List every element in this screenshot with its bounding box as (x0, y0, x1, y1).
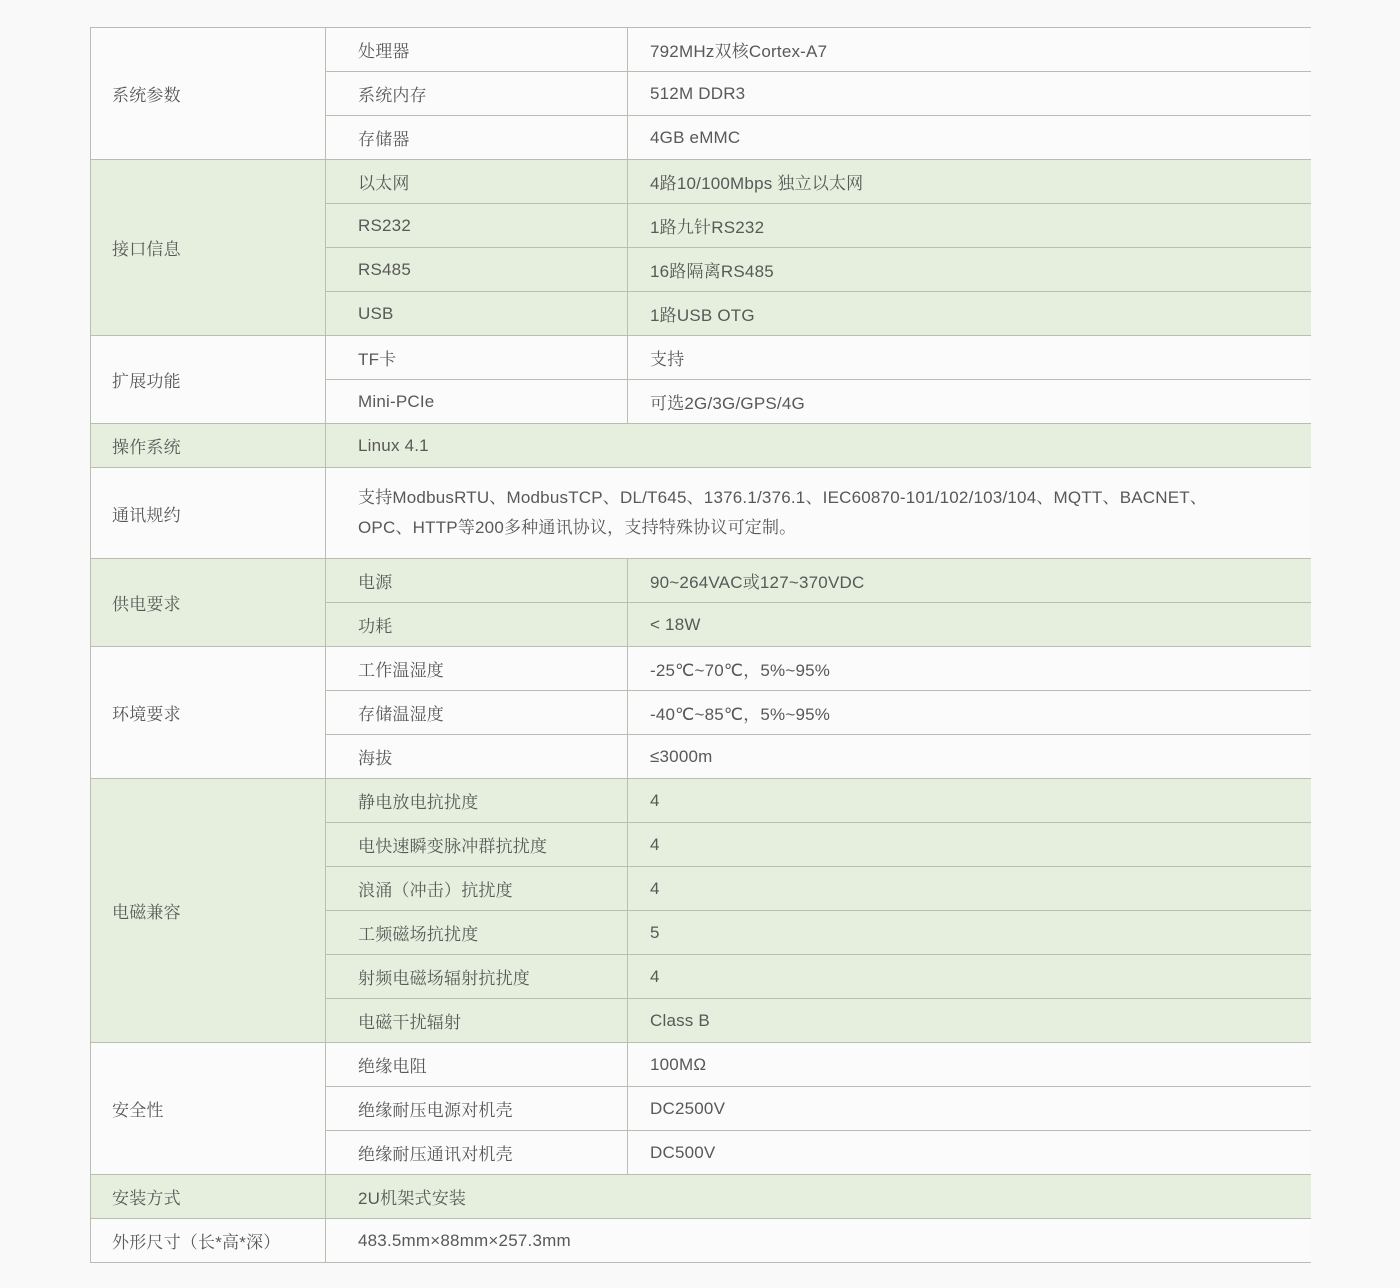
value-cell: 512M DDR3 (628, 72, 1311, 116)
param-cell: USB (326, 292, 628, 336)
value-cell: 4 (628, 823, 1311, 867)
table-row (91, 1219, 1311, 1263)
table-row (91, 336, 1311, 380)
param-cell: 处理器 (326, 28, 628, 72)
merged-value-cell: 2U机架式安装 (326, 1175, 1311, 1219)
value-cell: 1路九针RS232 (628, 204, 1311, 248)
param-cell: 电源 (326, 559, 628, 603)
param-cell: 系统内存 (326, 72, 628, 116)
category-cell: 安全性 (91, 1043, 326, 1175)
category-cell: 接口信息 (91, 160, 326, 336)
table-row (91, 559, 1311, 603)
category-cell: 安装方式 (91, 1175, 326, 1219)
param-cell: 绝缘耐压电源对机壳 (326, 1087, 628, 1131)
param-cell: 电磁干扰辐射 (326, 999, 628, 1043)
category-cell: 系统参数 (91, 28, 326, 160)
value-cell: -40℃~85℃，5%~95% (628, 691, 1311, 735)
param-cell: 存储温湿度 (326, 691, 628, 735)
category-cell: 外形尺寸（长*高*深） (91, 1219, 326, 1263)
value-cell: 4GB eMMC (628, 116, 1311, 160)
value-cell: 100MΩ (628, 1043, 1311, 1087)
value-cell: 可选2G/3G/GPS/4G (628, 380, 1311, 424)
param-cell: 电快速瞬变脉冲群抗扰度 (326, 823, 628, 867)
value-cell: ≤3000m (628, 735, 1311, 779)
merged-value-cell: Linux 4.1 (326, 424, 1311, 468)
param-cell: Mini-PCIe (326, 380, 628, 424)
category-cell: 扩展功能 (91, 336, 326, 424)
table-row (91, 28, 1311, 72)
table-row (91, 424, 1311, 468)
param-cell: 绝缘耐压通讯对机壳 (326, 1131, 628, 1175)
param-cell: 工频磁场抗扰度 (326, 911, 628, 955)
value-cell: 4 (628, 955, 1311, 999)
table-row (91, 468, 1311, 559)
category-cell: 操作系统 (91, 424, 326, 468)
param-cell: 工作温湿度 (326, 647, 628, 691)
value-cell: 4 (628, 779, 1311, 823)
table-row (91, 779, 1311, 823)
category-cell: 通讯规约 (91, 468, 326, 559)
value-cell: -25℃~70℃，5%~95% (628, 647, 1311, 691)
param-cell: 静电放电抗扰度 (326, 779, 628, 823)
value-cell: 792MHz双核Cortex-A7 (628, 28, 1311, 72)
value-cell: 4路10/100Mbps 独立以太网 (628, 160, 1311, 204)
value-cell: 4 (628, 867, 1311, 911)
param-cell: 射频电磁场辐射抗扰度 (326, 955, 628, 999)
category-cell: 环境要求 (91, 647, 326, 779)
value-cell: Class B (628, 999, 1311, 1043)
value-cell: 90~264VAC或127~370VDC (628, 559, 1311, 603)
value-cell: DC2500V (628, 1087, 1311, 1131)
param-cell: 存储器 (326, 116, 628, 160)
table-row (91, 1175, 1311, 1219)
value-cell: 5 (628, 911, 1311, 955)
table-row (91, 160, 1311, 204)
param-cell: 浪涌（冲击）抗扰度 (326, 867, 628, 911)
merged-value-cell: 483.5mm×88mm×257.3mm (326, 1219, 1311, 1263)
value-cell: DC500V (628, 1131, 1311, 1175)
table-row (91, 1043, 1311, 1087)
value-cell: 1路USB OTG (628, 292, 1311, 336)
merged-value-cell: 支持ModbusRTU、ModbusTCP、DL/T645、1376.1/376.1、IEC60870-101/102/103/104、MQTT、BACNET、OPC、HTTP等200多种通讯协议，支持特殊协议可定制。 (326, 468, 1311, 559)
value-cell: 16路隔离RS485 (628, 248, 1311, 292)
param-cell: 以太网 (326, 160, 628, 204)
value-cell: 支持 (628, 336, 1311, 380)
category-cell: 电磁兼容 (91, 779, 326, 1043)
param-cell: RS485 (326, 248, 628, 292)
param-cell: RS232 (326, 204, 628, 248)
category-cell: 供电要求 (91, 559, 326, 647)
param-cell: 绝缘电阻 (326, 1043, 628, 1087)
param-cell: TF卡 (326, 336, 628, 380)
param-cell: 功耗 (326, 603, 628, 647)
value-cell: < 18W (628, 603, 1311, 647)
table-row (91, 647, 1311, 691)
param-cell: 海拔 (326, 735, 628, 779)
spec-table (90, 27, 1311, 1263)
